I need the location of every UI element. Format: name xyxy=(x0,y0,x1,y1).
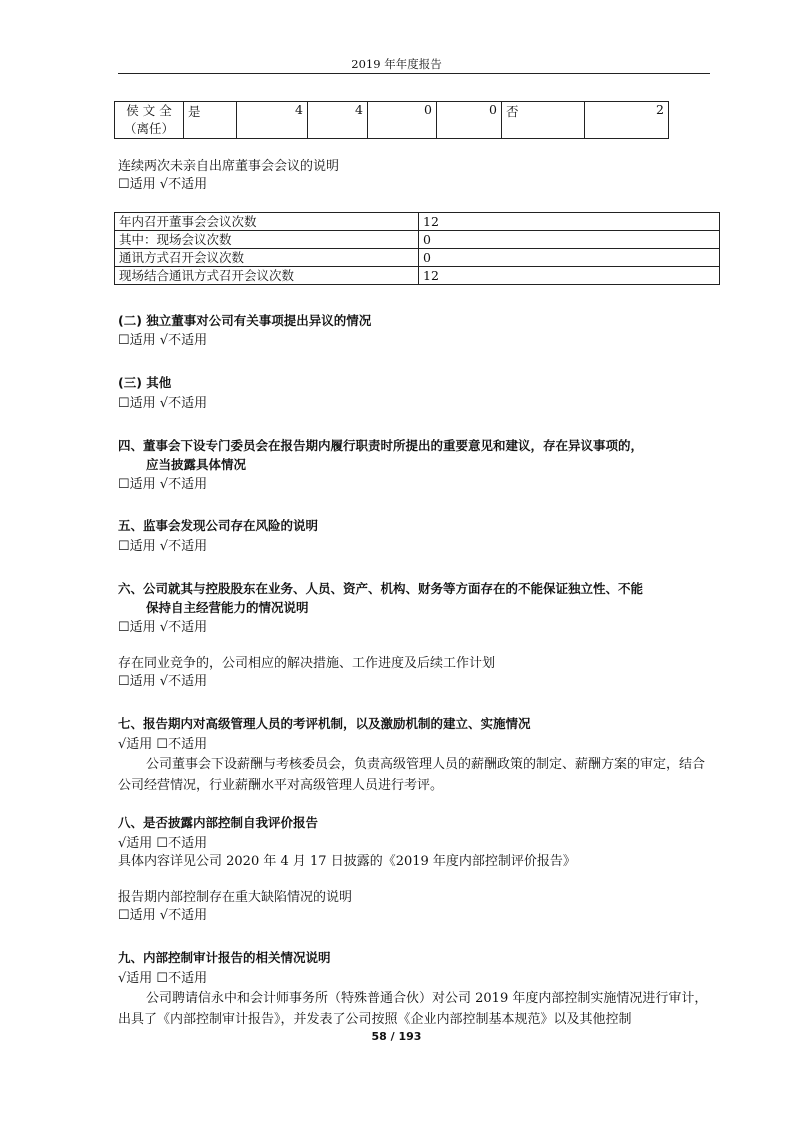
applicability-option: √适用 ☐不适用 xyxy=(118,971,208,986)
applicability-option: ☐适用 √不适用 xyxy=(118,177,208,192)
table-cell: 0 xyxy=(419,249,720,267)
applicability-option: ☐适用 √不适用 xyxy=(118,333,208,348)
table-cell: 年内召开董事会会议次数 xyxy=(115,213,419,231)
applicability-option: ☐适用 √不适用 xyxy=(118,620,208,635)
director-attendance-table xyxy=(114,101,669,139)
table-row xyxy=(115,231,720,249)
subsection-text: 报告期内部控制存在重大缺陷情况的说明 xyxy=(118,890,353,905)
page-number: 58 / 193 xyxy=(371,1030,422,1043)
consecutive-absence-note: 连续两次未亲自出席董事会会议的说明 xyxy=(118,159,340,174)
section-heading: 七、报告期内对高级管理人员的考评机制，以及激励机制的建立、实施情况 xyxy=(118,716,531,731)
section-heading-continued: 保持自主经营能力的情况说明 xyxy=(146,600,309,615)
section-paragraph: 公司聘请信永中和会计师事务所（特殊普通合伙）对公司 2019 年度内部控制实施情况进行审计，出具了《内部控制审计报告》，并发表了公司按照《企业内部控制基本规范》以及其他控制 xyxy=(118,991,708,1027)
director-name: 侯 文 全 xyxy=(126,103,172,118)
table-cell: 4 xyxy=(308,102,368,139)
table-cell: 现场结合通讯方式召开会议次数 xyxy=(115,267,419,285)
table-cell: 0 xyxy=(437,102,502,139)
table-cell: 其中：现场会议次数 xyxy=(115,231,419,249)
section-heading-continued: 应当披露具体情况 xyxy=(146,457,247,472)
section-heading: 四、董事会下设专门委员会在报告期内履行职责时所提出的重要意见和建议，存在异议事项的， xyxy=(118,438,644,453)
applicability-option: ☐适用 √不适用 xyxy=(118,908,208,923)
applicability-option: ☐适用 √不适用 xyxy=(118,477,208,492)
table-cell: 0 xyxy=(368,102,437,139)
section-heading: 六、公司就其与控股股东在业务、人员、资产、机构、财务等方面存在的不能保证独立性、不能 xyxy=(118,581,644,596)
table-row xyxy=(115,267,720,285)
applicability-option: ☐适用 √不适用 xyxy=(118,396,208,411)
section-paragraph: 公司董事会下设薪酬与考核委员会，负责高级管理人员的薪酬政策的制定、薪酬方案的审定，结合公司经营情况，行业薪酬水平对高级管理人员进行考评。 xyxy=(118,757,706,793)
table-cell: 12 xyxy=(419,267,720,285)
section-heading: 五、监事会发现公司存在风险的说明 xyxy=(118,518,319,533)
section-heading: (二) 独立董事对公司有关事项提出异议的情况 xyxy=(118,313,372,328)
applicability-option: √适用 ☐不适用 xyxy=(118,737,208,752)
table-cell: 通讯方式召开会议次数 xyxy=(115,249,419,267)
section-heading: 九、内部控制审计报告的相关情况说明 xyxy=(118,950,331,965)
applicability-option: √适用 ☐不适用 xyxy=(118,836,208,851)
table-cell: 12 xyxy=(419,213,720,231)
table-cell: 2 xyxy=(585,102,669,139)
section-paragraph: 具体内容详见公司 2020 年 4 月 17 日披露的《2019 年度内部控制评价报告》 xyxy=(118,854,576,869)
page-header: 2019 年年度报告 xyxy=(351,57,442,71)
subsection-text: 存在同业竞争的，公司相应的解决措施、工作进度及后续工作计划 xyxy=(118,656,496,671)
consecutive-absence-cell: 否 xyxy=(502,102,585,139)
table-cell: 4 xyxy=(237,102,308,139)
director-name-cell xyxy=(115,102,184,139)
header-divider xyxy=(118,73,710,74)
applicability-option: ☐适用 √不适用 xyxy=(118,539,208,554)
table-row xyxy=(115,213,720,231)
table-cell: 0 xyxy=(419,231,720,249)
table-row xyxy=(115,249,720,267)
board-meeting-table xyxy=(114,212,720,285)
director-status: （离任） xyxy=(123,121,174,136)
section-heading: (三) 其他 xyxy=(118,375,172,390)
applicability-option: ☐适用 √不适用 xyxy=(118,674,208,689)
section-heading: 八、是否披露内部控制自我评价报告 xyxy=(118,815,319,830)
table-row xyxy=(115,102,669,139)
independent-cell: 是 xyxy=(184,102,237,139)
